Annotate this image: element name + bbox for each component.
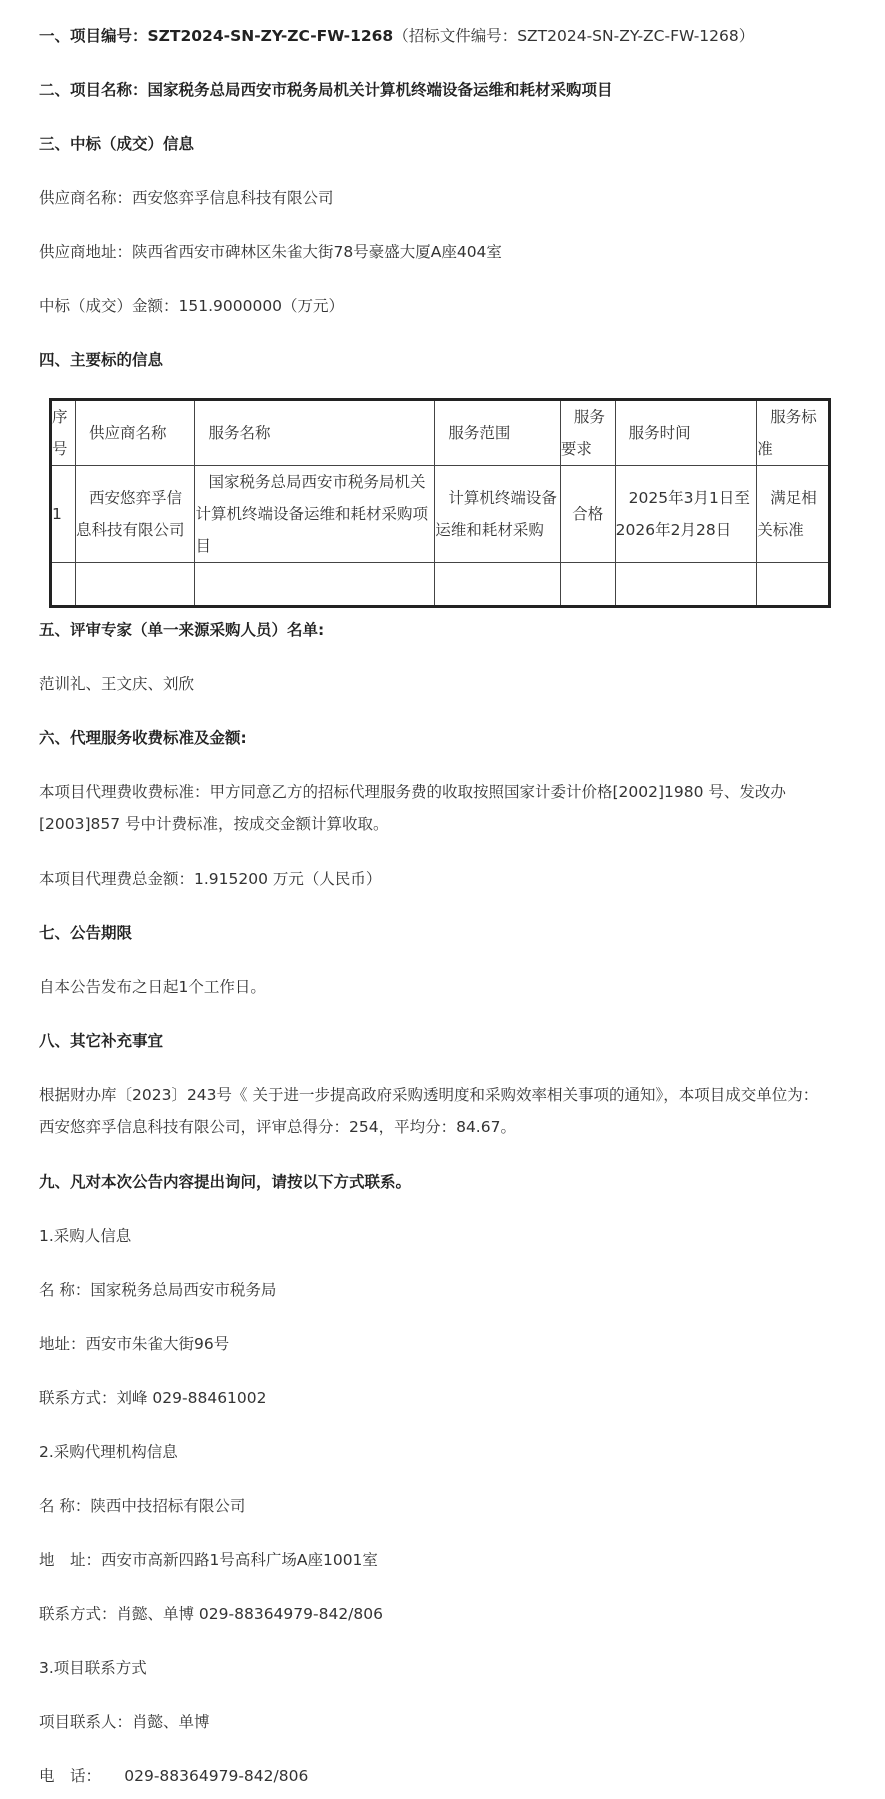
buyer-info-title: 1.采购人信息 (39, 1227, 132, 1245)
table-row (51, 466, 830, 563)
section-main-items-heading: 四、主要标的信息 (39, 351, 164, 369)
agency-address: 地 址：西安市高新四路1号高科广场A座1001室 (39, 1551, 378, 1569)
section-agency-fee-heading: 六、代理服务收费标准及金额: (39, 729, 247, 747)
agency-name: 名 称：陕西中技招标有限公司 (39, 1497, 246, 1515)
section-period-heading: 七、公告期限 (39, 924, 133, 942)
cell-service-standard: 满足相关标准 (757, 466, 830, 563)
buyer-address: 地址：西安市朱雀大街96号 (39, 1335, 230, 1353)
header-service-time: 服务时间 (615, 400, 757, 466)
announcement-period: 自本公告发布之日起1个工作日。 (39, 978, 266, 996)
section-project-name: 二、项目名称：国家税务总局西安市税务局机关计算机终端设备运维和耗材采购项目 (39, 81, 613, 99)
supplier-name: 供应商名称：西安悠弈孚信息科技有限公司 (39, 189, 334, 207)
section-contact-heading: 九、凡对本次公告内容提出询问，请按以下方式联系。 (39, 1173, 412, 1191)
table-empty-row (51, 563, 830, 607)
section-experts-heading: 五、评审专家（单一来源采购人员）名单: (39, 621, 325, 639)
agency-fee-total: 本项目代理费总金额：1.915200 万元（人民币） (39, 870, 382, 888)
header-service-standard: 服务标准 (757, 400, 830, 466)
main-items-table (49, 398, 831, 608)
agency-contact: 联系方式：肖懿、单博 029-88364979-842/806 (39, 1605, 383, 1623)
cell-service-scope: 计算机终端设备运维和耗材采购 (435, 466, 560, 563)
project-contact-person: 项目联系人：肖懿、单博 (39, 1713, 210, 1731)
cell-service-time: 2025年3月1日至2026年2月28日 (615, 466, 757, 563)
agency-fee-standard: 本项目代理费收费标准：甲方同意乙方的招标代理服务费的收取按照国家计委计价格[2002]1980 号、发改办[2003]857 号中计费标准，按成交金额计算收取。 (39, 783, 786, 833)
experts-list: 范训礼、王文庆、刘欣 (39, 675, 195, 693)
header-service-name: 服务名称 (195, 400, 435, 466)
project-number-value: SZT2024-SN-ZY-ZC-FW-1268 (147, 27, 394, 45)
section-project-number (39, 25, 754, 47)
project-contact-title: 3.项目联系方式 (39, 1659, 147, 1677)
buyer-name: 名 称：国家税务总局西安市税务局 (39, 1281, 277, 1299)
header-index: 序号 (51, 400, 76, 466)
section-award-info-heading: 三、中标（成交）信息 (39, 135, 195, 153)
section-supplement-heading: 八、其它补充事宜 (39, 1032, 164, 1050)
tender-document-number: （招标文件编号：SZT2024-SN-ZY-ZC-FW-1268） (393, 27, 755, 45)
header-service-requirement: 服务要求 (560, 400, 615, 466)
cell-supplier: 西安悠弈孚信息科技有限公司 (75, 466, 195, 563)
project-contact-phone: 电 话： 029-88364979-842/806 (39, 1767, 309, 1785)
cell-index: 1 (51, 466, 76, 563)
header-supplier: 供应商名称 (75, 400, 195, 466)
cell-service-requirement: 合格 (560, 466, 615, 563)
cell-service-name: 国家税务总局西安市税务局机关计算机终端设备运维和耗材采购项目 (195, 466, 435, 563)
supplement-text: 根据财办库〔2023〕243号《 关于进一步提高政府采购透明度和采购效率相关事项的通知》，本项目成交单位为：西安悠弈孚信息科技有限公司，评审总得分：254，平均分：84.67。 (39, 1086, 819, 1136)
supplier-address: 供应商地址：陕西省西安市碑林区朱雀大街78号豪盛大厦A座404室 (39, 243, 502, 261)
buyer-contact: 联系方式：刘峰 029-88461002 (39, 1389, 267, 1407)
project-number-label: 一、项目编号： (39, 27, 148, 45)
table-header-row (51, 400, 830, 466)
header-service-scope: 服务范围 (435, 400, 560, 466)
award-amount: 中标（成交）金额：151.9000000（万元） (39, 297, 345, 315)
agency-info-title: 2.采购代理机构信息 (39, 1443, 178, 1461)
